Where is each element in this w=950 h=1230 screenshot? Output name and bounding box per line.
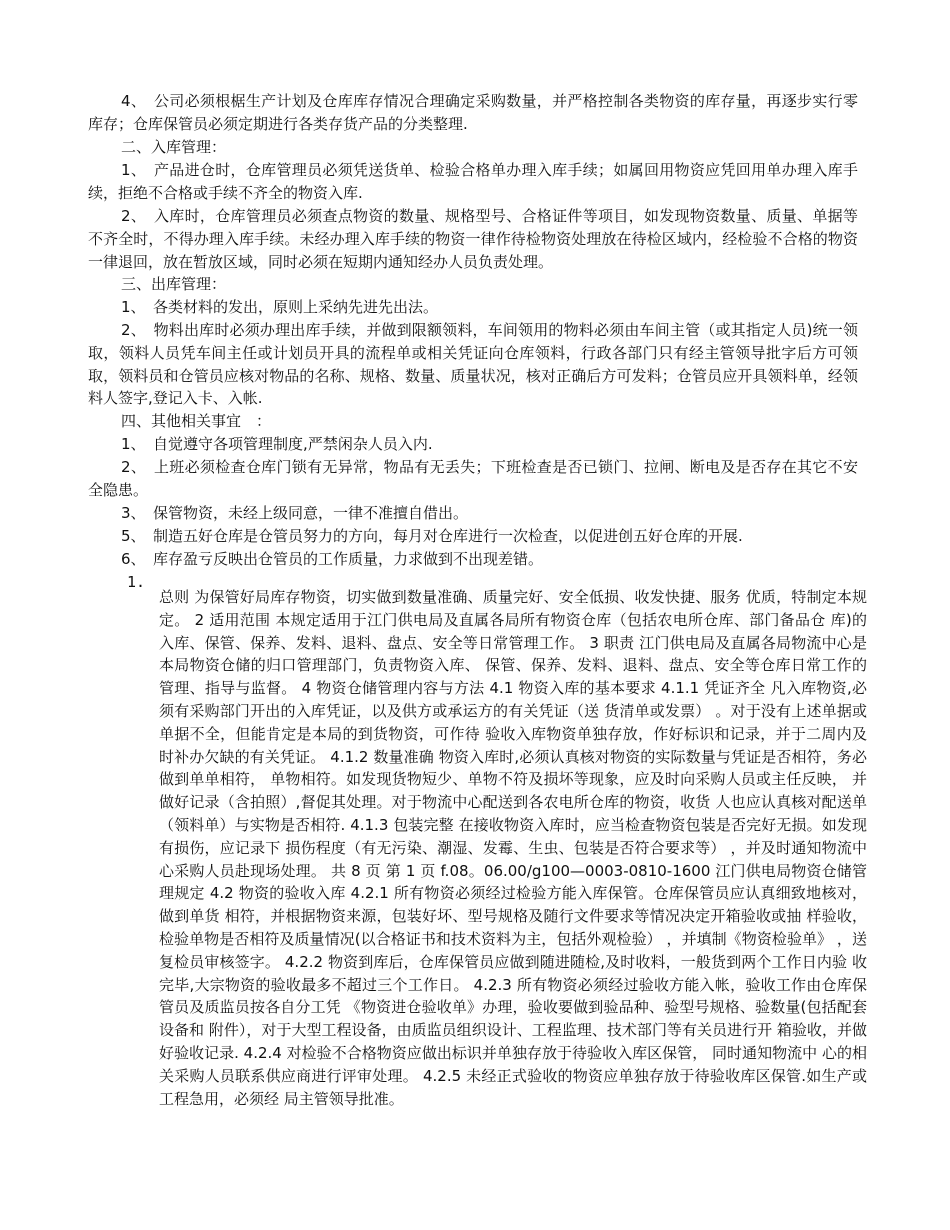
section-heading-other: 四、其他相关事宜 ：: [121, 412, 272, 430]
paragraph-other-1: 1、 自觉遵守各项管理制度,严禁闲杂人员入内.: [121, 435, 433, 453]
section-heading-inbound: 二、入库管理：: [121, 138, 227, 156]
paragraph-item-4: 4、 公司必须根椐生产计划及仓库库存情况合理确定采购数量，并严格控制各类物资的库存量，再逐步实行零库存；仓库保管员必须定期进行各类存货产品的分类整理.: [88, 92, 858, 133]
paragraph-other-5: 5、 制造五好仓库是仓管员努力的方向，每月对仓库进行一次检查，以促进创五好仓库的开展.: [121, 527, 743, 545]
paragraph-inbound-2: 2、 入库时，仓库管理员必须查点物资的数量、规格型号、合格证件等项目，如发现物资数量、质量、单据等不齐全时，不得办理入库手续。未经办理入库手续的物资一律作待检物资处理放在待检区域内，经检验不合格的物资一律退回，放在暂放区域，同时必须在短期内通知经办人员负责处理。: [88, 207, 858, 271]
paragraph-other-6: 6、 库存盈亏反映出仓管员的工作质量，力求做到不出现差错。: [121, 550, 544, 568]
numbered-list-item: [127, 571, 867, 1125]
paragraph-other-3: 3、 保管物资，未经上级同意，一律不准擅自借出。: [121, 504, 469, 522]
paragraph-outbound-2: 2、 物料出库时必须办理出库手续，并做到限额领料，车间领用的物料必须由车间主管（或其指定人员)统一领取，领料人员凭车间主任或计划员开具的流程单或相关凭证向仓库领料，行政各部门只有经主管领导批字后方可领取，领料员和仓管员应核对物品的名称、规格、数量、质量状况，核对正确后方可发料；仓管员应开具领料单，经领料人签字,登记入卡、入帐.: [88, 321, 858, 408]
list-item-text: 总则 为保管好局库存物资，切实做到数量准确、质量完好、安全低损、收发快捷、服务 优质，特制定本规定。 2 适用范围 本规定适用于江门供电局及直属各局所有物资仓库（包括农电所仓库、部门备品仓 库)的入库、保管、保养、发料、退料、盘点、安全等日常管理工作。 3 职责 江门供电局及直属各局物流中心是本局物资仓储的归口管理部门，负责物资入库、 保管、保养、发料、退料、盘点、安全等仓库日常工作的管理、指导与监督。 4 物资仓储管理内容与方法 4.1 物资入库的基本要求 4.1.1 凭证齐全 凡入库物资,必须有采购部门开出的入库凭证，以及供方或承运方的有关凭证（送 货清单或发票） 。对于没有上述单据或单据不全，但能肯定是本局的到货物资，可作待 验收入库物资单独存放，作好标识和记录，并于二周内及时补办欠缺的有关凭证。 4.1.2 数量准确 物资入库时,必须认真核对物资的实际数量与凭证是否相符，务必做到单单相符， 单物相符。如发现货物短少、单物不符及损坏等现象，应及时向采购人员或主任反映， 并做好记录（含拍照）,督促其处理。对于物流中心配送到各农电所仓库的物资，收货 人也应认真核对配送单（领料单）与实物是否相符. 4.1.3 包装完整 在接收物资入库时，应当检查物资包装是否完好无损。如发现有损伤，应记录下 损伤程度（有无污染、潮湿、发霉、生虫、包装是否符合要求等） ，并及时通知物流中 心采购人员赴现场处理。 共 8 页 第 1 页 f.08。06.00/g100—0003-0810-1600 江门供电局物资仓储管理规定 4.2 物资的验收入库 4.2.1 所有物资必须经过检验方能入库保管。仓库保管员应认真细致地核对，做到单货 相符，并根据物资来源，包装好坏、型号规格及随行文件要求等情况决定开箱验收或抽 样验收，检验单物是否相符及质量情况(以合格证书和技术资料为主，包括外观检验） ，并填制《物资检验单》 ，送复检员审核签字。 4.2.2 物资到库后，仓库保管员应做到随进随检,及时收料，一般货到两个工作日内验 收完毕,大宗物资的验收最多不超过三个工作日。 4.2.3 所有物资必须经过验收方能入帐，验收工作由仓库保管员及质监员按各自分工凭 《物资进仓验收单》办理，验收要做到验品种、验型号规格、验数量(包括配套设备和 附件），对于大型工程设备，由质监员组织设计、工程监理、技术部门等有关员进行开 箱验收，并做好验收记录. 4.2.4 对检验不合格物资应做出标识并单独存放于待验收入库区保管， 同时通知物流中 心的相关采购人员联系供应商进行评审处理。 4.2.5 未经正式验收的物资应单独存放于待验收库区保管.如生产或工程急用，必须经 局主管领导批准。: [159, 588, 867, 1108]
paragraph-inbound-1: 1、 产品进仓时，仓库管理员必须凭送货单、检验合格单办理入库手续；如属回用物资应凭回用单办理入库手续，拒绝不合格或手续不齐全的物资入库.: [88, 161, 858, 202]
list-item-number: 1.: [127, 573, 146, 591]
paragraph-outbound-1: 1、 各类材料的发出，原则上采纳先进先出法。: [121, 298, 439, 316]
section-heading-outbound: 三、出库管理：: [121, 275, 227, 293]
paragraph-other-2: 2、 上班必须检查仓库门锁有无异常，物品有无丢失；下班检查是否已锁门、拉闸、断电及是否存在其它不安全隐患。: [88, 458, 858, 499]
